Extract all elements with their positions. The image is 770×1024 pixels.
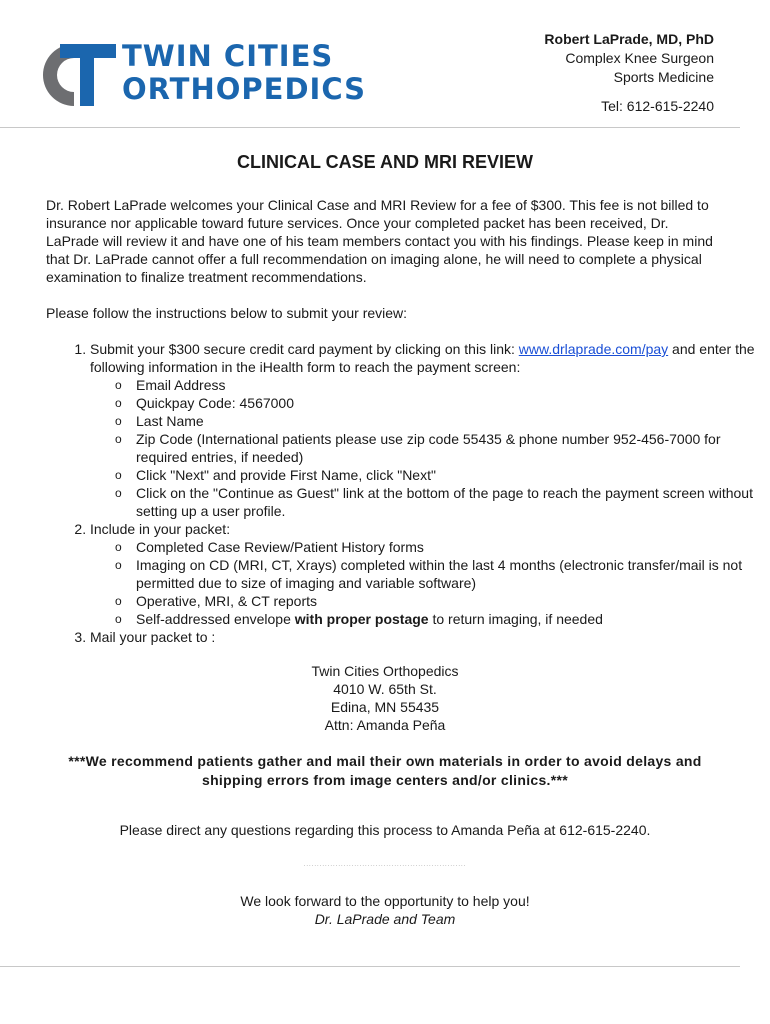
list-item: o Last Name [136, 412, 766, 430]
specialty-sports: Sports Medicine [613, 69, 714, 85]
step-1-text-cont: and enter the following information in the iHealth form to reach the payment screen: [90, 341, 755, 375]
address-line-2: 4010 W. 65th St. [333, 681, 437, 697]
step-1 [90, 340, 766, 520]
doctor-name: Robert LaPrade, MD, PhD [544, 31, 714, 47]
intro-paragraph: Dr. Robert LaPrade welcomes your Clinical Case and MRI Review for a fee of $300. This fee is not billed to insurance nor applicable toward future services. Once your completed packet has been received, Dr. LaPrade will review it and have one of his team members contact you with his findings. Please keep in mind that Dr. LaPrade cannot offer a full recommendation on imaging alone, he will need to complete a physical examination to finalize treatment recommendations. [46, 197, 713, 285]
step-1-sublist [90, 376, 766, 520]
step-2 [90, 520, 766, 628]
list-item [136, 610, 766, 628]
recommendation-note: ***We recommend patients gather and mail their own materials in order to avoid delays and shipping errors from image centers and/or clinics.*** [68, 753, 702, 788]
logo-line-1: TWIN CITIES [122, 39, 334, 73]
address-line-3: Edina, MN 55435 [330, 699, 440, 715]
list-item: o Imaging on CD (MRI, CT, Xrays) completed within the last 4 months (electronic transfer/mail is not permitted due to size of imaging and variable software) [136, 556, 766, 592]
list-item: o Completed Case Review/Patient History forms [136, 538, 766, 556]
envelope-text-bold: with proper postage [294, 611, 429, 627]
doctor-contact-block [544, 30, 714, 116]
list-item: o Click on the "Continue as Guest" link at the bottom of the page to reach the payment screen without setting up a user profile. [136, 484, 766, 520]
envelope-text-pre: Self-addressed envelope [136, 611, 295, 627]
specialty-knee: Complex Knee Surgeon [565, 50, 714, 66]
closing-line: We look forward to the opportunity to help you! [240, 893, 530, 909]
list-item: o Quickpay Code: 4567000 [136, 394, 766, 412]
step-3 [90, 628, 766, 646]
payment-link[interactable]: www.drlaprade.com/pay [518, 341, 669, 357]
mailing-address [0, 662, 770, 734]
address-line-4: Attn: Amanda Peña [324, 717, 446, 733]
list-item: o Click "Next" and provide First Name, click "Next" [136, 466, 766, 484]
page-title: CLINICAL CASE AND MRI REVIEW [236, 152, 533, 172]
dotted-separator: ............................................................. [303, 862, 467, 868]
questions-contact: Please direct any questions regarding this process to Amanda Peña at 612-615-2240. [119, 822, 651, 838]
header-divider [0, 127, 740, 128]
list-item: o Email Address [136, 376, 766, 394]
logo-mark-icon [30, 40, 116, 110]
logo-line-2: ORTHOPEDICS [122, 72, 367, 106]
envelope-text-post: to return imaging, if needed [428, 611, 603, 627]
footer-divider [0, 966, 740, 967]
instructions-lead: Please follow the instructions below to submit your review: [46, 305, 408, 321]
list-item: o Operative, MRI, & CT reports [136, 592, 766, 610]
phone-number: Tel: 612-615-2240 [601, 98, 714, 114]
list-item: o Zip Code (International patients please use zip code 55435 & phone number 952-456-7000 for required entries, if needed) [136, 430, 766, 466]
signature-line: Dr. LaPrade and Team [314, 911, 456, 927]
company-logo [30, 39, 367, 110]
step-3-text: Mail your packet to : [90, 629, 216, 645]
logo-text [122, 40, 366, 106]
address-line-1: Twin Cities Orthopedics [311, 663, 459, 679]
instructions-list [46, 340, 766, 646]
step-2-sublist [90, 538, 766, 628]
step-2-text: Include in your packet: [90, 521, 231, 537]
step-1-text: Submit your $300 secure credit card payment by clicking on this link: [90, 341, 519, 357]
closing-block [0, 892, 770, 928]
